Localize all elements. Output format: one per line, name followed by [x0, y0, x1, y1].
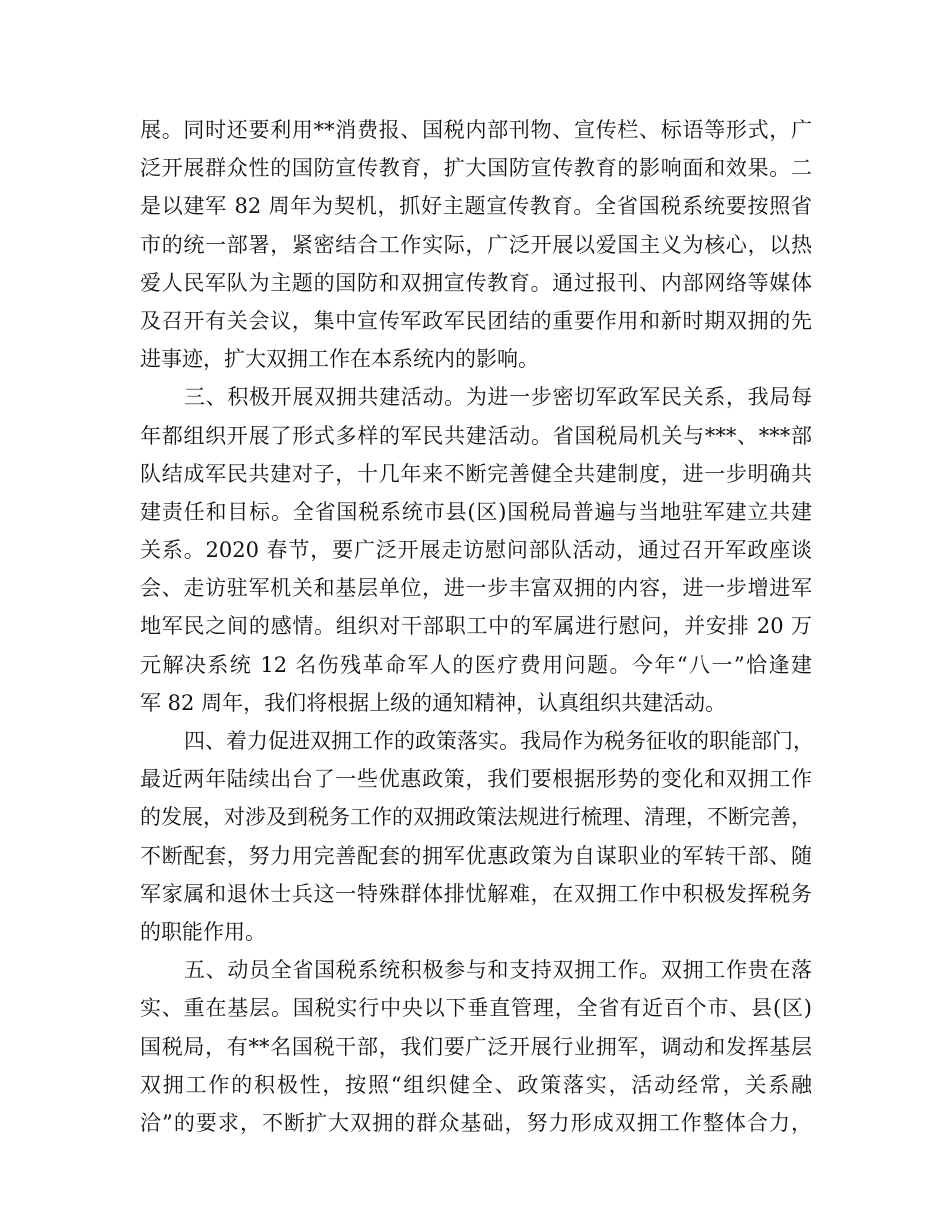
text-line: 建责任和目标。全省国税系统市县(区)国税局普遍与当地驻军建立共建 [140, 499, 812, 524]
text-line: 五、动员全省国税系统积极参与和支持双拥工作。双拥工作贵在落 [184, 958, 812, 983]
text-line: 国税局，有**名国税干部，我们要广泛开展行业拥军，调动和发挥基层 [140, 1034, 812, 1059]
text-line: 三、积极开展双拥共建活动。为进一步密切军政军民关系，我局每 [184, 385, 812, 410]
text-line: 的发展，对涉及到税务工作的双拥政策法规进行梳理、清理，不断完善， [140, 805, 812, 830]
text-line: 军家属和退休士兵这一特殊群体排忧解难，在双拥工作中积极发挥税务 [140, 881, 812, 906]
text-line: 年都组织开展了形式多样的军民共建活动。省国税局机关与***、***部 [140, 423, 812, 448]
text-line: 队结成军民共建对子，十几年来不断完善健全共建制度，进一步明确共 [140, 461, 812, 486]
text-line: 及召开有关会议，集中宣传军政军民团结的重要作用和新时期双拥的先 [140, 308, 812, 333]
text-line: 不断配套，努力用完善配套的拥军优惠政策为自谋职业的军转干部、随 [140, 843, 812, 868]
text-line: 洽”的要求，不断扩大双拥的群众基础，努力形成双拥工作整体合力， [140, 1110, 812, 1135]
text-line: 军 82 周年，我们将根据上级的通知精神，认真组织共建活动。 [140, 690, 727, 715]
text-line: 会、走访驻军机关和基层单位，进一步丰富双拥的内容，进一步增进军 [140, 576, 812, 601]
text-line: 泛开展群众性的国防宣传教育，扩大国防宣传教育的影响面和效果。二 [140, 156, 812, 181]
text-line: 展。同时还要利用**消费报、国税内部刊物、宣传栏、标语等形式，广 [140, 118, 812, 142]
text-line: 是以建军 82 周年为契机，抓好主题宣传教育。全省国税系统要按照省 [140, 194, 812, 219]
text-line: 市的统一部署，紧密结合工作实际，广泛开展以爱国主义为核心，以热 [140, 232, 812, 257]
text-line: 元解决系统 12 名伤残革命军人的医疗费用问题。今年“八一”恰逢建 [140, 652, 812, 677]
text-line: 四、着力促进双拥工作的政策落实。我局作为税务征收的职能部门， [184, 729, 814, 753]
text-line: 双拥工作的积极性，按照“组织健全、政策落实，活动经常，关系融 [140, 1072, 812, 1097]
text-line: 进事迹，扩大双拥工作在本系统内的影响。 [140, 347, 539, 372]
text-line: 地军民之间的感情。组织对干部职工中的军属进行慰问，并安排 20 万 [140, 614, 812, 639]
text-line: 的职能作用。 [140, 919, 266, 944]
text-line: 关系。2020 春节，要广泛开展走访慰问部队活动，通过召开军政座谈 [140, 538, 812, 563]
text-line: 实、重在基层。国税实行中央以下垂直管理，全省有近百个市、县(区) [140, 996, 812, 1021]
text-line: 爱人民军队为主题的国防和双拥宣传教育。通过报刊、内部网络等媒体 [140, 270, 812, 295]
document-body [140, 111, 812, 1142]
text-line: 最近两年陆续出台了一些优惠政策，我们要根据形势的变化和双拥工作 [140, 767, 812, 792]
